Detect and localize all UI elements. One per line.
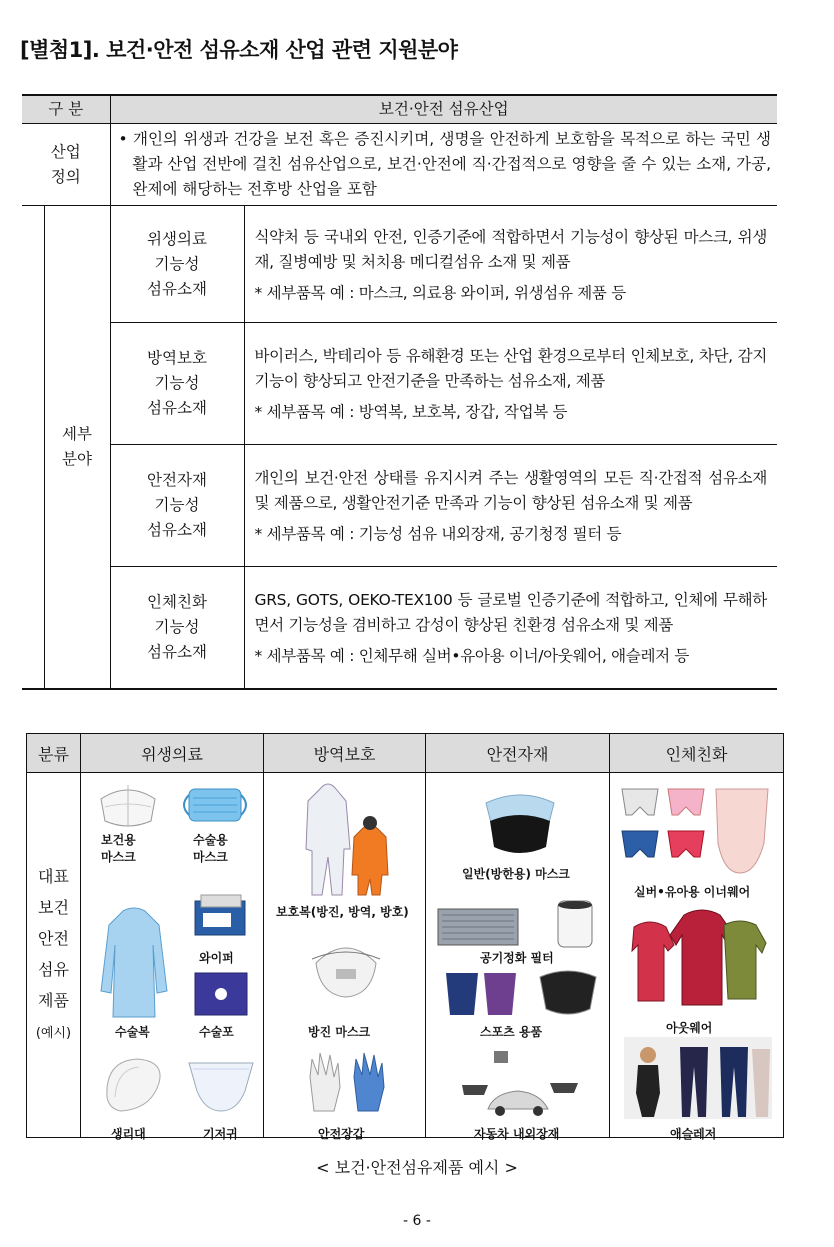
diaper-caption: 기저귀 [203,1127,238,1141]
outerwear-caption: 아웃웨어 [666,1021,713,1035]
surgical-gown-image [99,905,169,1023]
header-human-friendly: 인체친화 [610,734,784,773]
row-note-safety: * 세부품목 예 : 기능성 섬유 내외장재, 공기청정 필터 등 [254,525,622,543]
sanitary-pad-caption: 생리대 [111,1127,146,1141]
definition-text: • 개인의 위생과 건강을 보전 혹은 증진시키며, 생명을 안전하게 보호함을 목적으로 하는 국민 생활과 산업 전반에 걸친 섬유산업으로, 보건·안전에 직·간접적으로 영향을 줄 수 있는 소재, 가공, 완제에 해당하는 전후방 산업을 포함 [110,124,777,206]
wiper-image [191,891,251,939]
left-spacer [22,206,44,689]
cell-human-friendly [610,773,784,1141]
header-category: 구 분 [22,95,110,124]
car-interior-caption: 자동차 내외장재 [474,1127,560,1141]
header-hygiene: 위생의료 [81,734,264,773]
header-protection: 방역보호 [264,734,426,773]
product-examples-table [26,733,784,1141]
row-label-hygiene: 위생의료 기능성 섬유소재 [110,206,244,323]
safety-glove-image [300,1047,400,1117]
row-desc-hygiene: 식약처 등 국내외 안전, 인증기준에 적합하면서 기능성이 향상된 마스크, 위생재, 질병예방 및 처치용 메디컬섬유 소재 및 제품 * 세부품목 예 : 마스크, 의료용 와이퍼, 위생섬유 제품 등 [244,206,777,323]
cloth-mask-caption: 일반(방한용) 마스크 [462,867,570,881]
surgical-gown-caption: 수술복 [115,1025,150,1039]
health-mask-caption: 보건용 마스크 [101,833,136,864]
cloth-mask-image [476,787,562,859]
header-safety: 안전자재 [426,734,610,773]
side-label: 대표 보건 안전 섬유 제품 (예시) [27,773,81,1138]
row-note-hygiene: * 세부품목 예 : 마스크, 의료용 와이퍼, 위생섬유 제품 등 [254,283,626,302]
diaper-image [185,1055,257,1115]
innerwear-caption: 실버•유아용 이너웨어 [634,885,751,899]
sports-gear-image [440,967,604,1021]
surgical-mask-image [179,781,251,827]
cell-protection [264,773,426,1141]
protective-suit-image [300,779,400,899]
page-number: - 6 - [403,1213,431,1229]
surgical-drape-image [191,969,251,1019]
figure-caption: < 보건·안전섬유제품 예시 > [316,1158,518,1177]
safety-glove-caption: 안전장갑 [318,1127,365,1141]
surgical-mask-caption: 수술용 마스크 [193,833,228,864]
row-note-human-friendly: * 세부품목 예 : 인체무해 실버•유아용 이너/아웃웨어, 애슬레저 등 [254,646,690,665]
cell-hygiene [81,773,264,1141]
air-filter-image [434,897,610,951]
row-desc-protection: 바이러스, 박테리아 등 유해환경 또는 산업 환경으로부터 인체보호, 차단, 감지 기능이 향상되고 안전기준을 만족하는 섬유소재, 제품 * 세부품목 예 : 방역복, 보호복, 장갑, 작업복 등 [244,323,777,445]
outerwear-image [624,905,774,1015]
header-classification: 분류 [27,734,81,773]
car-interior-image [454,1045,584,1119]
surgical-drape-caption: 수술포 [199,1025,234,1039]
dust-mask-caption: 방진 마스크 [308,1025,371,1039]
header-industry: 보건·안전 섬유산업 [110,95,777,124]
support-field-table [22,94,777,690]
row-label-human-friendly: 인체친화 기능성 섬유소재 [110,567,244,689]
wiper-caption: 와이퍼 [199,951,234,965]
athleisure-image [624,1037,772,1119]
sanitary-pad-image [97,1053,169,1119]
athleisure-caption: 애슬레저 [670,1127,717,1141]
air-filter-caption: 공기정화 필터 [480,951,554,965]
innerwear-image [618,783,778,879]
sports-gear-caption: 스포츠 용품 [480,1025,543,1039]
row-label-safety: 안전자재 기능성 섬유소재 [110,445,244,567]
row-note-protection: * 세부품목 예 : 방역복, 보호복, 장갑, 작업복 등 [254,403,568,421]
page-title: [별첨1]. 보건·안전 섬유소재 산업 관련 지원분야 [20,38,458,62]
row-label-protection: 방역보호 기능성 섬유소재 [110,323,244,445]
dust-mask-image [306,933,386,1003]
definition-label: 산업 정의 [22,124,110,206]
detail-label: 세부 분야 [44,206,110,689]
row-desc-human-friendly: GRS, GOTS, OEKO-TEX100 등 글로벌 인증기준에 적합하고, 인체에 무해하면서 기능성을 겸비하고 감성이 향상된 친환경 섬유소재 및 제품 * 세부품목 예 : 인체무해 실버•유아용 이너/아웃웨어, 애슬레저 등 [244,567,777,689]
cell-safety [426,773,610,1141]
health-mask-image [95,779,161,831]
protective-suit-caption: 보호복(방진, 방역, 방호) [276,905,409,919]
row-desc-safety: 개인의 보건·안전 상태를 유지시켜 주는 생활영역의 모든 직·간접적 섬유소재 및 제품으로, 생활안전기준 만족과 기능이 향상된 섬유소재 및 제품 * 세부품목 예 : 기능성 섬유 내외장재, 공기청정 필터 등 [244,445,777,567]
